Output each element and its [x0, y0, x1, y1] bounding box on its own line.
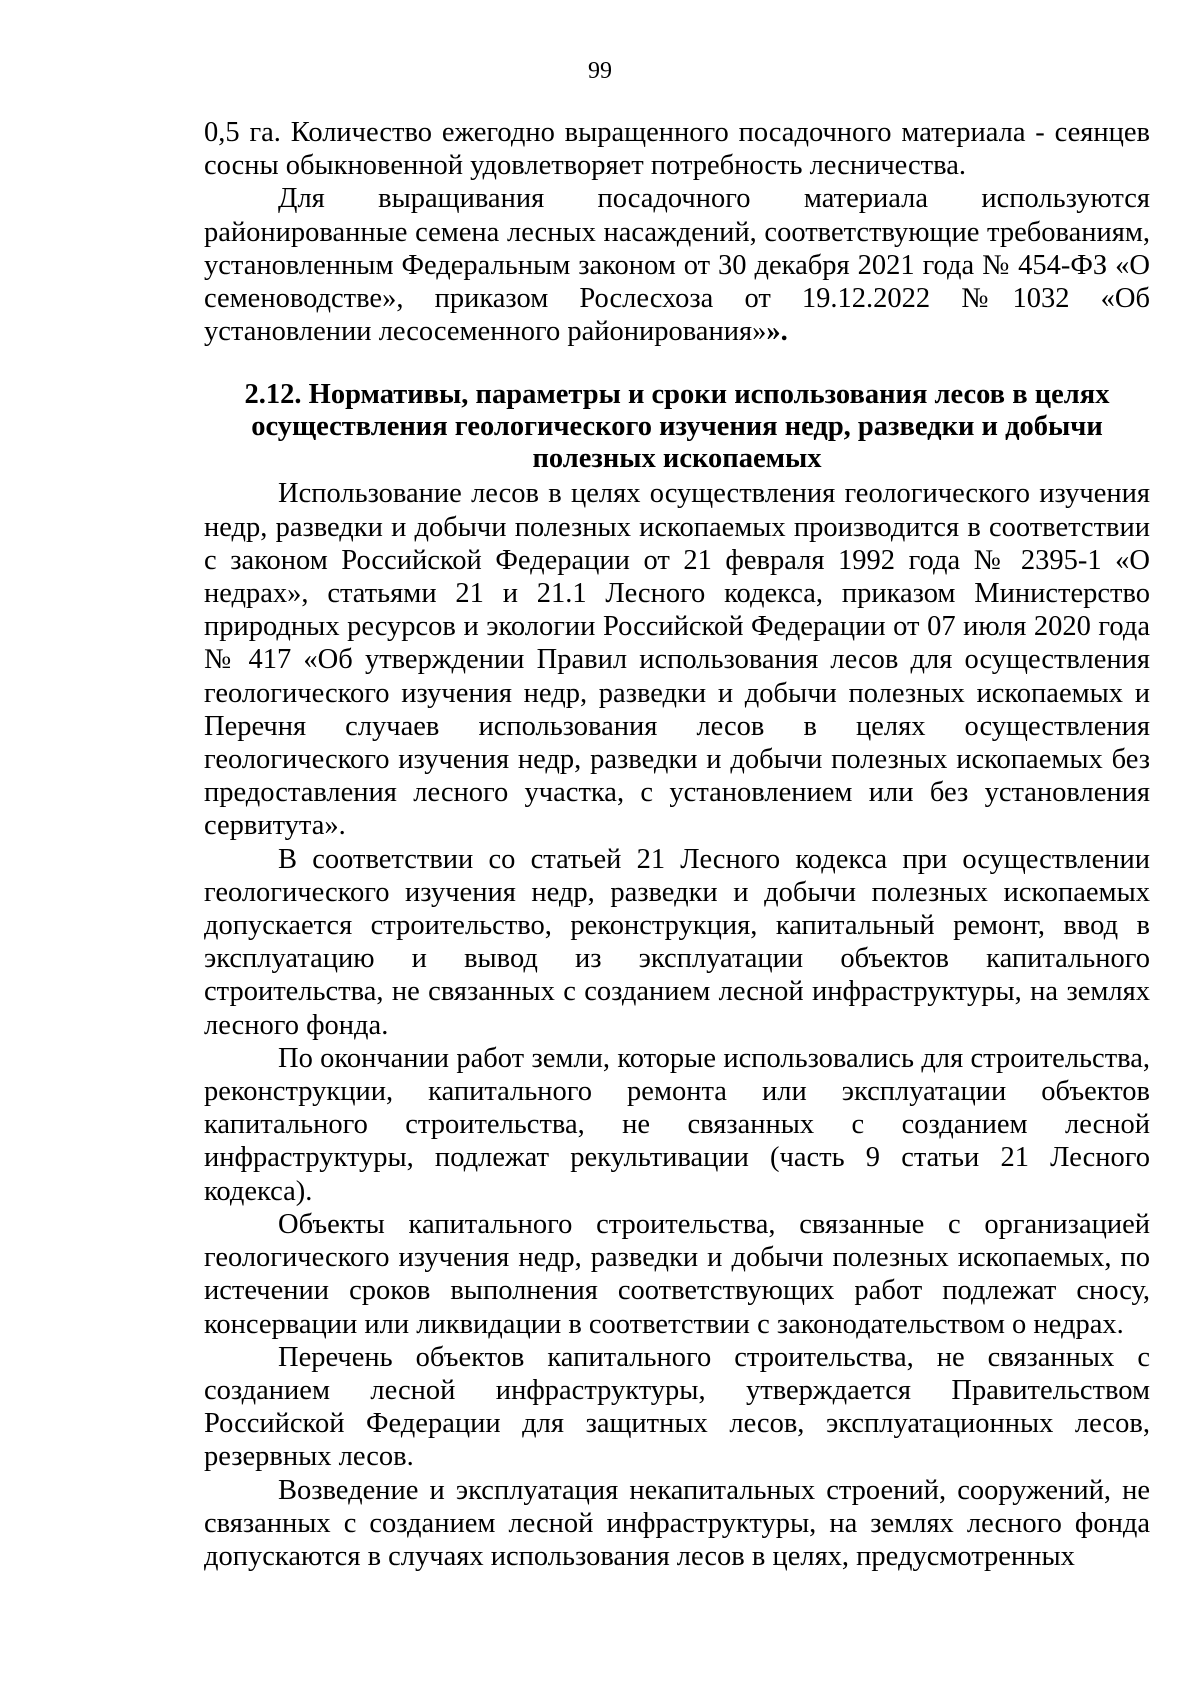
section-heading: 2.12. Нормативы, параметры и сроки использования лесов в целях осуществления геологического изучения недр, разведки и добычи полезных ископаемых: [244, 379, 1110, 475]
seeds-paragraph-text: Для выращивания посадочного материала используются районированные семена лесных насаждений, соответствующие требованиям, установленным Федеральным законом от 30 декабря 2021 года № 454-ФЗ «О семеноводстве», приказом Рослесхоза от 19.12.2022 №1032 «Об установлении лесосеменного районирования»: [204, 183, 1150, 348]
section-paragraph-5: Перечень объектов капитального строительства, не связанных с созданием лесной инфраструктуры, утверждается Правительством Российской Федерации для защитных лесов, эксплуатационных лесов, резервных лесов.: [204, 1341, 1150, 1473]
continuation-paragraph: 0,5 га. Количество ежегодно выращенного посадочного материала - сеянцев сосны обыкновенной удовлетворяет потребность лесничества.: [204, 117, 1150, 182]
section-paragraph-4: Объекты капитального строительства, связанные с организацией геологического изучения недр, разведки и добычи полезных ископаемых, по истечении сроков выполнения соответствующих работ подлежат сносу, консервации или ликвидации в соответствии с законодательством о недрах.: [204, 1208, 1150, 1340]
page-number: 99: [588, 58, 612, 84]
section-paragraph-2: В соответствии со статьей 21 Лесного кодекса при осуществлении геологического изучения недр, разведки и добычи полезных ископаемых допускается строительство, реконструкция, капитальный ремонт, ввод в эксплуатацию и вывод из эксплуатации объектов капитального строительства, не связанных с созданием лесной инфраструктуры, на землях лесного фонда.: [204, 843, 1150, 1041]
section-paragraph-3: По окончании работ земли, которые использовались для строительства, реконструкции, капитального ремонта или эксплуатации объектов капитального строительства, не связанных с созданием лесной инфраструктуры, подлежат рекультивации (часть 9 статьи 21 Лесного кодекса).: [204, 1042, 1150, 1207]
section-paragraph-1: Использование лесов в целях осуществления геологического изучения недр, разведки и добычи полезных ископаемых производится в соответствии с законом Российской Федерации от 21 февраля 1992 года № 2395-1 «О недрах», статьями 21 и 21.1 Лесного кодекса, приказом Министерство природных ресурсов и экологии Российской Федерации от 07 июля 2020 года № 417 «Об утверждении Правил использования лесов для осуществления геологического изучения недр, разведки и добычи полезных ископаемых и Перечня случаев использования лесов в целях осуществления геологического изучения недр, разведки и добычи полезных ископаемых без предоставления лесного участка, с установлением или без установления сервитута».: [204, 478, 1150, 842]
section-paragraph-6: Возведение и эксплуатация некапитальных строений, сооружений, не связанных с созданием лесной инфраструктуры, на землях лесного фонда допускаются в случаях использования лесов в целях, предусмотренных: [204, 1474, 1150, 1572]
page-content: [204, 116, 1150, 1573]
seeds-paragraph-end: ».: [766, 316, 788, 348]
seeds-paragraph: [204, 182, 1150, 348]
